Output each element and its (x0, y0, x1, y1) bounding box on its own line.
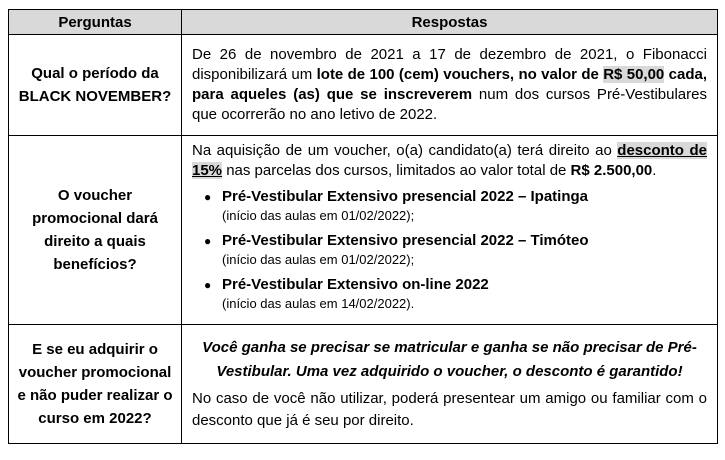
course-name: Pré-Vestibular Extensivo presencial 2022 – Timóteo (222, 231, 589, 249)
answer-text: . (652, 161, 657, 179)
answer-text: num dos cursos Pré-Vestibulares que ocorrerão no ano letivo de 2022. (192, 85, 707, 123)
course-name: Pré-Vestibular Extensivo on-line 2022 (222, 275, 489, 293)
question-cell: Qual o período da BLACK NOVEMBER? (9, 35, 182, 136)
question-cell: O voucher promocional dará direito a quais benefícios? (9, 136, 182, 325)
header-answers: Respostas (182, 10, 718, 35)
answer-text: Na aquisição de um voucher, o(a) candidato(a) terá direito ao (192, 141, 618, 159)
table-row (9, 136, 718, 325)
bullet-icon: ● (204, 189, 212, 204)
answer-text: nas parcelas dos cursos, limitados ao valor total de (222, 161, 571, 179)
course-start: (início das aulas em 01/02/2022); (222, 207, 415, 223)
answer-text: De 26 de novembro de 2021 a 17 de dezembro de 2021, o Fibonacci disponibilizará um (192, 45, 707, 83)
list-item (192, 187, 707, 225)
bullet-icon: ● (204, 277, 212, 292)
price-highlight: R$ 50,00 (603, 65, 665, 83)
course-list (192, 187, 707, 313)
list-item (192, 231, 707, 269)
table-row (9, 325, 718, 444)
list-item (192, 275, 707, 313)
faq-table (8, 9, 718, 444)
answer-cell (182, 136, 718, 325)
guarantee-text: Você ganha se precisar se matricular e ganha se não precisar de Pré-Vestibular. Uma vez adquirido o voucher, o desconto é garantido! (202, 338, 697, 380)
course-start: (início das aulas em 14/02/2022). (222, 295, 415, 311)
answer-cell (182, 35, 718, 136)
answer-bold-text: cada, para aqueles (as) que se inscreverem (192, 65, 707, 103)
answer-text: No caso de você não utilizar, poderá presentear um amigo ou familiar com o desconto que já é seu por direito. (192, 389, 707, 429)
question-cell: E se eu adquirir o voucher promocional e não puder realizar o curso em 2022? (9, 325, 182, 444)
limit-value: R$ 2.500,00 (570, 161, 653, 179)
header-questions: Perguntas (9, 10, 182, 35)
table-row (9, 35, 718, 136)
answer-bold-text: lote de 100 (cem) vouchers, no valor de (316, 65, 604, 83)
course-start: (início das aulas em 01/02/2022); (222, 251, 415, 267)
bullet-icon: ● (204, 233, 212, 248)
discount-highlight: desconto de 15% (192, 141, 707, 179)
header-row (9, 10, 718, 35)
course-name: Pré-Vestibular Extensivo presencial 2022 – Ipatinga (222, 187, 588, 205)
answer-cell (182, 325, 718, 444)
